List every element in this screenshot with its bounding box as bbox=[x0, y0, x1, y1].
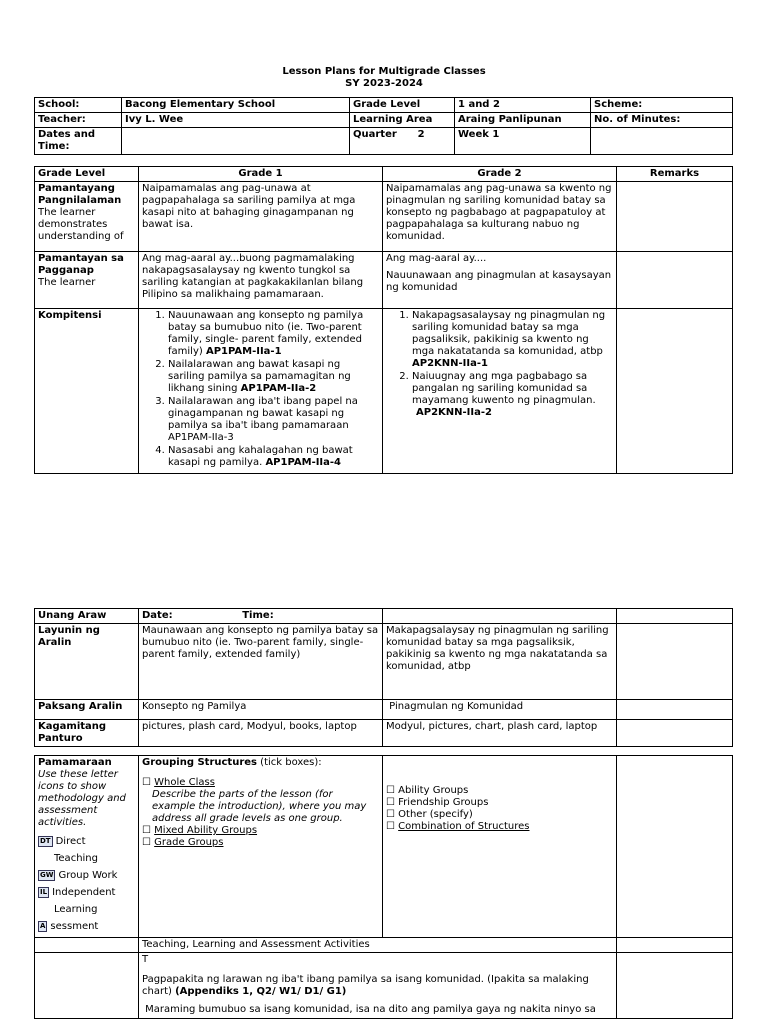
school-year: SY 2023-2024 bbox=[345, 78, 423, 89]
checkbox-icon[interactable]: ☐ bbox=[386, 809, 395, 820]
materials-grade2: Modyul, pictures, chart, plash card, laptop bbox=[383, 720, 617, 747]
minutes-label: No. of Minutes: bbox=[591, 113, 733, 128]
empty-cell bbox=[591, 128, 733, 155]
teacher-label: Teacher: bbox=[35, 113, 122, 128]
grouping-grade1 bbox=[139, 756, 383, 938]
whole-class-checkbox[interactable]: ☐ Whole Class bbox=[142, 777, 215, 788]
other-checkbox[interactable]: ☐ Other (specify) bbox=[386, 809, 473, 820]
performance-standard-sub: The learner bbox=[38, 277, 96, 288]
grade-groups-checkbox[interactable]: ☐ Grade Groups bbox=[142, 837, 224, 848]
ability-groups-checkbox[interactable]: ☐ Ability Groups bbox=[386, 785, 469, 796]
performance-standard-grade2 bbox=[383, 252, 617, 309]
remarks-cell bbox=[617, 953, 733, 1019]
competency-grade2 bbox=[383, 309, 617, 474]
school-label: School: bbox=[35, 98, 122, 113]
empty-cell bbox=[383, 609, 617, 624]
content-standard-sub: The learner demonstrates understanding of bbox=[38, 207, 124, 242]
performance-grade2-line2: Nauunawaan ang pinagmulan at kasaysayan ng komunidad bbox=[386, 270, 612, 293]
method-label-cell bbox=[35, 756, 139, 938]
empty-cell bbox=[35, 953, 139, 1019]
objective-label: Layunin ng Aralin bbox=[35, 624, 139, 700]
competency-item: 1. Nauunawaan ang konsepto ng pamilya batay sa bumubuo nito (ie. Two-parent family, single- parent family, extended family) AP1PAM-IIa-1 bbox=[168, 310, 379, 358]
performance-standard-grade1: Ang mag-aaral ay...buong pagmamalaking nakapagsasalaysay ng kwento tungkol sa sariling katangian at pagkakakilanlan bilang Pilipino sa malikhaing pamamaraan. bbox=[139, 252, 383, 309]
remarks-header: Remarks bbox=[617, 167, 733, 182]
whole-class-description: Describe the parts of the lesson (for example the introduction), where you may address all grade levels as one group. bbox=[152, 789, 367, 824]
il-icon: IL bbox=[40, 887, 48, 896]
remarks-cell bbox=[617, 252, 733, 309]
method-table bbox=[34, 755, 733, 1019]
document-title: Lesson Plans for Multigrade Classes bbox=[282, 66, 486, 77]
activities-cell bbox=[139, 953, 617, 1019]
day-label: Unang Araw bbox=[35, 609, 139, 624]
remarks-cell bbox=[617, 756, 733, 938]
content-standard-grade2: Naipamamalas ang pag-unawa sa kwento ng pinagmulan ng sariling komunidad batay sa konsepto ng pagbabago at pagpapatuloy at pagpapahalaga sa kulturang nabuo ng komunidad. bbox=[383, 182, 617, 252]
materials-grade1: pictures, plash card, Modyul, books, laptop bbox=[139, 720, 383, 747]
topic-grade2: Pinagmulan ng Komunidad bbox=[383, 700, 617, 720]
mixed-ability-checkbox[interactable]: ☐ Mixed Ability Groups bbox=[142, 825, 258, 836]
day-table bbox=[34, 608, 733, 747]
activity-2: Maraming bumubuo sa isang komunidad, isa na dito ang pamilya gaya ng nakita ninyo sa bbox=[142, 1004, 596, 1015]
content-standard-title: Pamantayang Pangnilalaman bbox=[38, 183, 122, 206]
empty-cell bbox=[617, 609, 733, 624]
week-value: Week 1 bbox=[455, 128, 591, 155]
legend-independent-learning: IL Independent bbox=[40, 887, 116, 898]
materials-label: Kagamitang Panturo bbox=[35, 720, 139, 747]
tla-header: Teaching, Learning and Assessment Activities bbox=[139, 938, 617, 953]
checkbox-icon[interactable]: ☐ bbox=[386, 797, 395, 808]
empty-cell bbox=[35, 938, 139, 953]
learning-area-label: Learning Area bbox=[350, 113, 455, 128]
grouping-grade2 bbox=[383, 756, 617, 938]
objective-grade1: Maunawaan ang konsepto ng pamilya batay sa bumubuo nito (ie. Two-parent family, single- parent family, extended family) bbox=[139, 624, 383, 700]
method-label: Pamamaraan bbox=[38, 757, 112, 768]
dates-time-value bbox=[122, 128, 350, 155]
dt-icon: DT bbox=[40, 836, 51, 845]
remarks-cell bbox=[617, 720, 733, 747]
performance-grade2-line1: Ang mag-aaral ay.... bbox=[386, 253, 487, 264]
grade2-header: Grade 2 bbox=[383, 167, 617, 182]
empty-cell bbox=[617, 938, 733, 953]
school-value: Bacong Elementary School bbox=[122, 98, 350, 113]
scheme-label: Scheme: bbox=[591, 98, 733, 113]
teacher-value: Ivy L. Wee bbox=[122, 113, 350, 128]
competency-item: 1. Nakapagsasalaysay ng pinagmulan ng sariling komunidad batay sa mga pagsaliksik, pakikinig sa kwento ng mga nakatatanda sa komunidad, atbp AP2KNN-IIa-1 bbox=[412, 310, 613, 370]
competency-item: 3. Nailalarawan ang iba't ibang papel na ginagampanan ng bawat kasapi ng pamilya sa iba't ibang pamamaraan AP1PAM-IIa-3 bbox=[168, 396, 379, 444]
remarks-cell bbox=[617, 624, 733, 700]
learning-area-value: Araing Panlipunan bbox=[455, 113, 591, 128]
grade-level-value: 1 and 2 bbox=[455, 98, 591, 113]
grade-level-header: Grade Level bbox=[35, 167, 139, 182]
grouping-title: Grouping Structures (tick boxes): bbox=[142, 757, 322, 768]
topic-label: Paksang Aralin bbox=[35, 700, 139, 720]
activity-1: Pagpapakita ng larawan ng iba't ibang pamilya sa isang komunidad. (Ipakita sa malaking chart) (Appendiks 1, Q2/ W1/ D1/ G1) bbox=[142, 974, 589, 997]
topic-grade1: Konsepto ng Pamilya bbox=[139, 700, 383, 720]
legend-line: Learning bbox=[54, 904, 98, 915]
checkbox-icon[interactable]: ☐ bbox=[386, 785, 395, 796]
legend-line: Teaching bbox=[54, 853, 98, 864]
competency-label: Kompitensi bbox=[35, 309, 139, 474]
date-time-label: Date: Time: bbox=[139, 609, 383, 624]
checkbox-icon[interactable]: ☐ bbox=[142, 837, 151, 848]
quarter-label: Quarter 2 bbox=[350, 128, 455, 155]
remarks-cell bbox=[617, 700, 733, 720]
standards-table bbox=[34, 166, 733, 474]
checkbox-icon[interactable]: ☐ bbox=[386, 821, 395, 832]
remarks-cell bbox=[617, 182, 733, 252]
t-mark: T bbox=[142, 954, 149, 965]
legend-group-work: GW Group Work bbox=[40, 870, 118, 881]
dates-time-label: Dates and Time: bbox=[35, 128, 122, 155]
legend-assessment: A sessment bbox=[40, 921, 99, 932]
grade-level-label: Grade Level bbox=[350, 98, 455, 113]
remarks-cell bbox=[617, 309, 733, 474]
competency-item: 2. Nailalarawan ang bawat kasapi ng sariling pamilya sa pamamagitan ng likhang sining AP1PAM-IIa-2 bbox=[168, 359, 379, 395]
a-icon: A bbox=[40, 921, 46, 930]
performance-standard-label bbox=[35, 252, 139, 309]
method-note: Use these letter icons to show methodology and assessment activities. bbox=[38, 769, 126, 828]
gw-icon: GW bbox=[40, 870, 54, 879]
combination-checkbox[interactable]: ☐ Combination of Structures bbox=[386, 821, 530, 832]
performance-standard-title: Pamantayan sa Pagganap bbox=[38, 253, 124, 276]
content-standard-label bbox=[35, 182, 139, 252]
objective-grade2: Makapagsalaysay ng pinagmulan ng sariling komunidad batay sa mga pagsaliksik, pakikinig sa kwento ng mga nakatatanda sa komunidad, atbp bbox=[383, 624, 617, 700]
grade1-header: Grade 1 bbox=[139, 167, 383, 182]
competency-item: 2. Naiuugnay ang mga pagbabago sa pangalan ng sariling komunidad sa mayamang kuwento ng pinagmulan. AP2KNN-IIa-2 bbox=[412, 371, 613, 419]
checkbox-icon[interactable]: ☐ bbox=[142, 825, 151, 836]
legend-direct-teaching: DT Direct bbox=[40, 836, 86, 847]
checkbox-icon[interactable]: ☐ bbox=[142, 777, 151, 788]
header-table bbox=[34, 97, 733, 155]
competency-item: 4. Nasasabi ang kahalagahan ng bawat kasapi ng pamilya. AP1PAM-IIa-4 bbox=[168, 445, 379, 469]
friendship-groups-checkbox[interactable]: ☐ Friendship Groups bbox=[386, 797, 489, 808]
competency-grade1 bbox=[139, 309, 383, 474]
content-standard-grade1: Naipamamalas ang pag-unawa at pagpapahalaga sa sariling pamilya at mga kasapi nito at bahaging ginagampanan ng bawat isa. bbox=[139, 182, 383, 252]
